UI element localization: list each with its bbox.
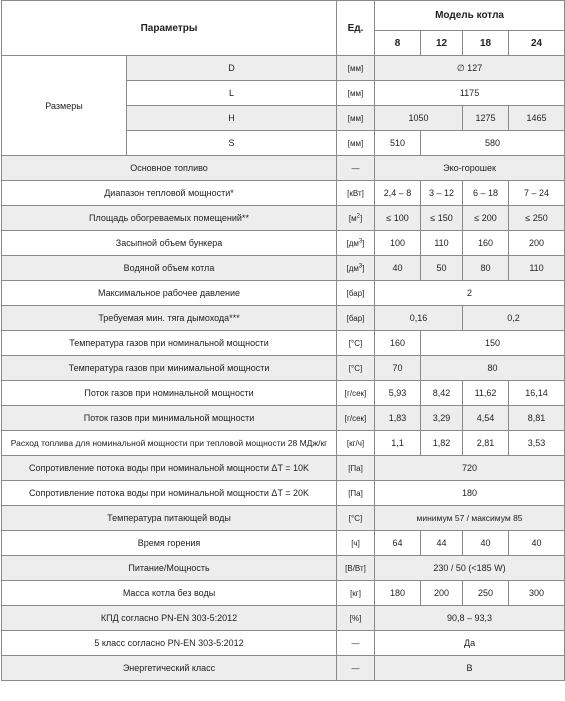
row-unit: $[дм^3]$ — [337, 256, 375, 281]
row-value: 160 — [375, 331, 421, 356]
dim-value: 1465 — [509, 106, 565, 131]
row-unit: [°C] — [337, 331, 375, 356]
dim-value: 580 — [421, 131, 565, 156]
unit-header: Ед. — [337, 1, 375, 56]
dim-value: 1275 — [463, 106, 509, 131]
row-unit: $[дм^3]$ — [337, 231, 375, 256]
model-24: 24 — [509, 31, 565, 56]
row-value: ≤ 250 — [509, 206, 565, 231]
row-value: 1,83 — [375, 406, 421, 431]
row-unit: [Па] — [337, 456, 375, 481]
row-value: 44 — [421, 531, 463, 556]
table-row — [2, 656, 565, 681]
row-value: 8,81 — [509, 406, 565, 431]
row-unit: [г/сек] — [337, 381, 375, 406]
table-row — [2, 181, 565, 206]
dim-symbol: L — [127, 81, 337, 106]
model-12: 12 — [421, 31, 463, 56]
row-value: 80 — [421, 356, 565, 381]
row-label: Сопротивление потока воды при номинальной мощности ΔT = 20K — [2, 481, 337, 506]
row-value: 11,62 — [463, 381, 509, 406]
table-row — [2, 381, 565, 406]
table-row — [2, 406, 565, 431]
row-value: 100 — [375, 231, 421, 256]
row-label: Температура питающей воды — [2, 506, 337, 531]
row-value: 40 — [375, 256, 421, 281]
table-row — [2, 206, 565, 231]
row-value: 5,93 — [375, 381, 421, 406]
row-unit: [бар] — [337, 306, 375, 331]
row-value: 1,82 — [421, 431, 463, 456]
row-value: 720 — [375, 456, 565, 481]
row-unit: — — [337, 656, 375, 681]
dim-value: 510 — [375, 131, 421, 156]
row-label: Время горения — [2, 531, 337, 556]
dim-symbol: D — [127, 56, 337, 81]
row-value: 300 — [509, 581, 565, 606]
row-label: 5 класс согласно PN-EN 303-5:2012 — [2, 631, 337, 656]
row-value: 160 — [463, 231, 509, 256]
model-18: 18 — [463, 31, 509, 56]
dim-value: ∅ 127 — [375, 56, 565, 81]
row-value: 180 — [375, 481, 565, 506]
table-row — [2, 531, 565, 556]
spec-table — [1, 0, 565, 681]
row-value: 150 — [421, 331, 565, 356]
row-value: 4,54 — [463, 406, 509, 431]
row-value: 2,4 – 8 — [375, 181, 421, 206]
row-unit: — — [337, 156, 375, 181]
table-row — [2, 506, 565, 531]
row-value: 6 – 18 — [463, 181, 509, 206]
row-unit: [ч] — [337, 531, 375, 556]
row-unit: [кг/ч] — [337, 431, 375, 456]
row-value: 3,53 — [509, 431, 565, 456]
table-row — [2, 481, 565, 506]
table-row — [2, 456, 565, 481]
row-label: Требуемая мин. тяга дымохода*** — [2, 306, 337, 331]
row-label: Температура газов при номинальной мощности — [2, 331, 337, 356]
row-unit: [°C] — [337, 356, 375, 381]
row-unit: [кВт] — [337, 181, 375, 206]
table-row — [2, 231, 565, 256]
row-value: B — [375, 656, 565, 681]
table-row — [2, 331, 565, 356]
row-unit: [В/Вт] — [337, 556, 375, 581]
row-unit: — — [337, 631, 375, 656]
table-row — [2, 56, 565, 81]
table-row — [2, 431, 565, 456]
dim-unit: [мм] — [337, 81, 375, 106]
row-value: 90,8 – 93,3 — [375, 606, 565, 631]
row-value: 8,42 — [421, 381, 463, 406]
table-row — [2, 356, 565, 381]
row-unit: [бар] — [337, 281, 375, 306]
model-header: Модель котла — [375, 1, 565, 31]
header-row-1 — [2, 1, 565, 31]
row-value: 40 — [463, 531, 509, 556]
table-row — [2, 606, 565, 631]
table-row — [2, 306, 565, 331]
row-value: 2,81 — [463, 431, 509, 456]
row-label: Сопротивление потока воды при номинальной мощности ΔT = 10K — [2, 456, 337, 481]
row-label: Диапазон тепловой мощности* — [2, 181, 337, 206]
dim-unit: [мм] — [337, 106, 375, 131]
row-label: Максимальное рабочее давление — [2, 281, 337, 306]
dim-symbol: S — [127, 131, 337, 156]
table-row — [2, 281, 565, 306]
dim-unit: [мм] — [337, 56, 375, 81]
row-value: 110 — [421, 231, 463, 256]
row-label: Основное топливо — [2, 156, 337, 181]
table-row — [2, 631, 565, 656]
row-value: 7 – 24 — [509, 181, 565, 206]
row-value: 80 — [463, 256, 509, 281]
row-value: 16,14 — [509, 381, 565, 406]
table-row — [2, 581, 565, 606]
dim-unit: [мм] — [337, 131, 375, 156]
params-header: Параметры — [2, 1, 337, 56]
row-value: 250 — [463, 581, 509, 606]
row-value: 200 — [509, 231, 565, 256]
row-value: минимум 57 / максимум 85 — [375, 506, 565, 531]
row-unit: $[м^2]$ — [337, 206, 375, 231]
row-unit: [%] — [337, 606, 375, 631]
dim-value: 1050 — [375, 106, 463, 131]
row-value: 0,2 — [463, 306, 565, 331]
row-value: Да — [375, 631, 565, 656]
row-value: 200 — [421, 581, 463, 606]
row-value: ≤ 200 — [463, 206, 509, 231]
row-value: 2 — [375, 281, 565, 306]
table-row — [2, 156, 565, 181]
row-unit: [°C] — [337, 506, 375, 531]
row-value: ≤ 100 — [375, 206, 421, 231]
row-label: Поток газов при минимальной мощности — [2, 406, 337, 431]
row-value: 1,1 — [375, 431, 421, 456]
row-unit: [г/сек] — [337, 406, 375, 431]
row-value: 230 / 50 (<185 W) — [375, 556, 565, 581]
dimensions-label: Размеры — [2, 56, 127, 156]
row-label: Питание/Мощность — [2, 556, 337, 581]
row-value: 70 — [375, 356, 421, 381]
row-label: КПД согласно PN-EN 303-5:2012 — [2, 606, 337, 631]
row-value: ≤ 150 — [421, 206, 463, 231]
model-8: 8 — [375, 31, 421, 56]
row-label: Поток газов при номинальной мощности — [2, 381, 337, 406]
row-unit: [Па] — [337, 481, 375, 506]
dim-symbol: H — [127, 106, 337, 131]
dim-value: 1175 — [375, 81, 565, 106]
row-label: Водяной объем котла — [2, 256, 337, 281]
row-value: 110 — [509, 256, 565, 281]
row-label: Площадь обогреваемых помещений** — [2, 206, 337, 231]
row-value: 3 – 12 — [421, 181, 463, 206]
row-label: Энергетический класс — [2, 656, 337, 681]
row-value: 3,29 — [421, 406, 463, 431]
row-value: 0,16 — [375, 306, 463, 331]
row-label: Засыпной объем бункера — [2, 231, 337, 256]
row-value: 64 — [375, 531, 421, 556]
table-row — [2, 556, 565, 581]
table-row — [2, 256, 565, 281]
row-label: Температура газов при минимальной мощности — [2, 356, 337, 381]
row-value: 40 — [509, 531, 565, 556]
row-value: 50 — [421, 256, 463, 281]
row-value: Эко-горошек — [375, 156, 565, 181]
row-label: Расход топлива для номинальной мощности при тепловой мощности 28 МДж/кг — [2, 431, 337, 456]
row-value: 180 — [375, 581, 421, 606]
row-unit: [кг] — [337, 581, 375, 606]
row-label: Масса котла без воды — [2, 581, 337, 606]
